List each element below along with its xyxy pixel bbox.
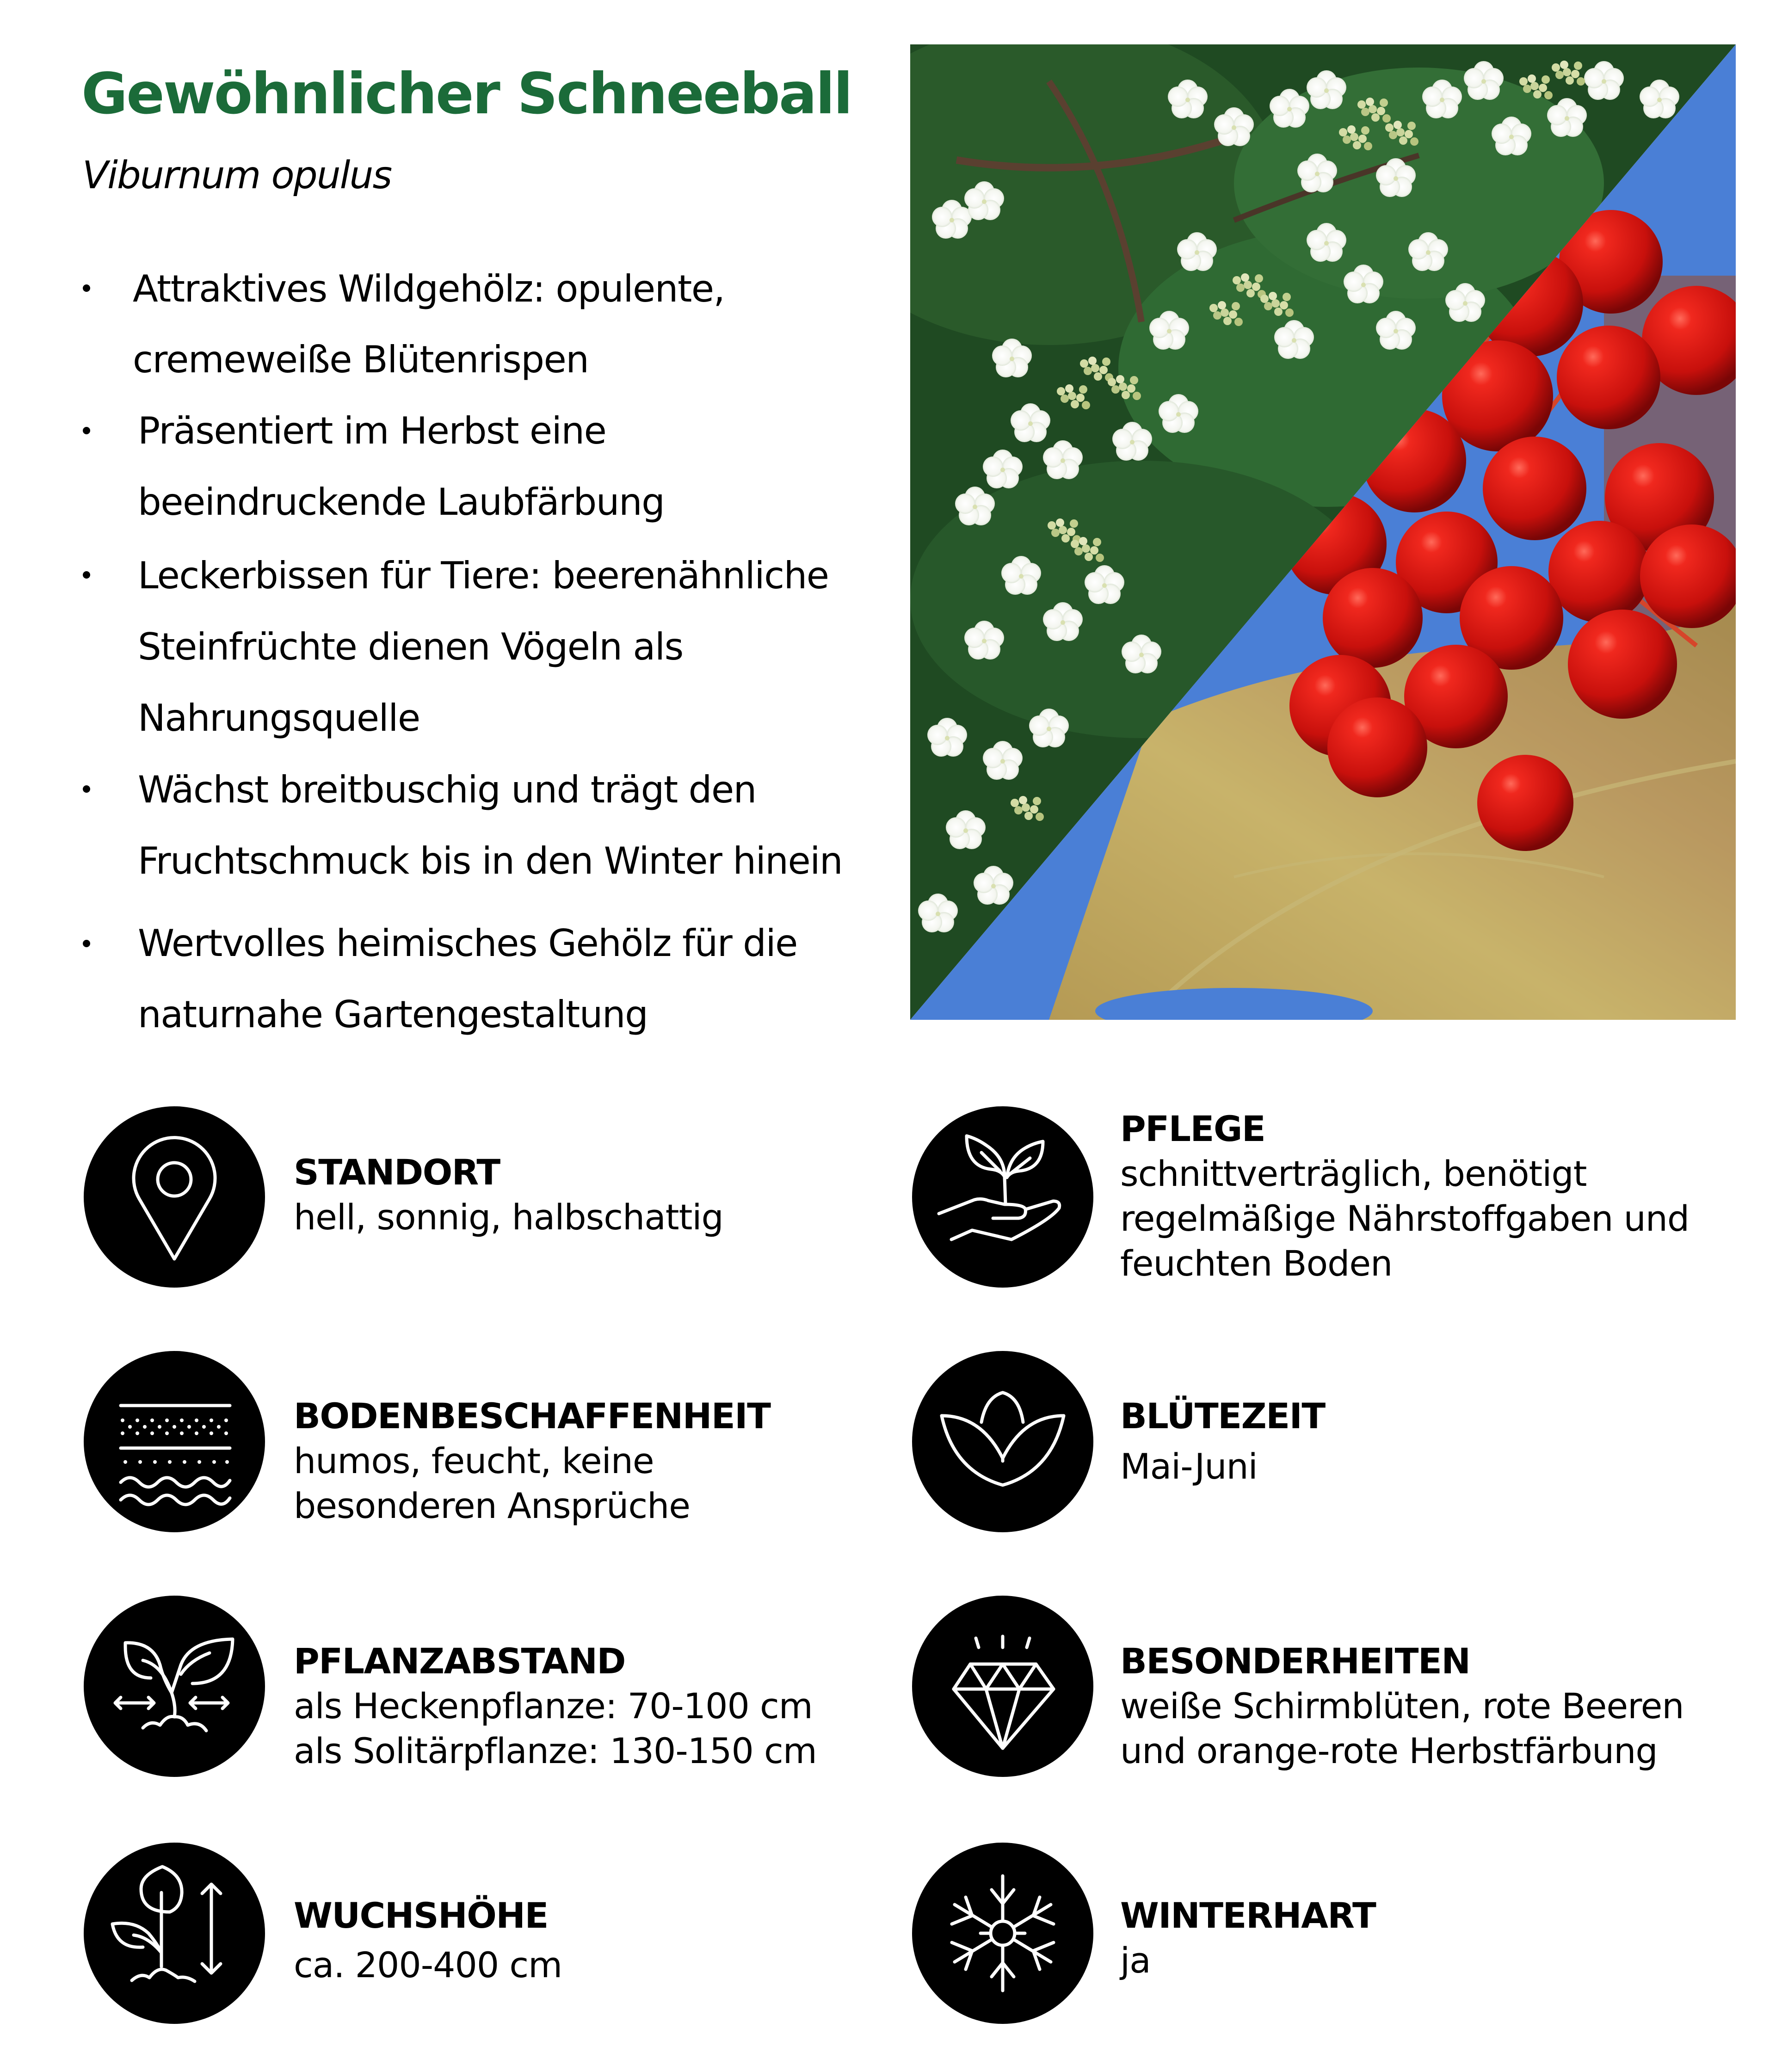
info-value: feuchten Boden bbox=[1120, 1243, 1393, 1284]
feature-line: Wächst breitbuschig und trägt den bbox=[138, 768, 756, 811]
snowflake-icon bbox=[912, 1843, 1093, 2024]
bullet-icon bbox=[83, 427, 90, 434]
info-label: WINTERHART bbox=[1120, 1895, 1376, 1936]
bullet-icon bbox=[83, 571, 90, 579]
info-value: ja bbox=[1120, 1940, 1151, 1981]
info-label: BLÜTEZEIT bbox=[1120, 1395, 1325, 1437]
bullet-icon bbox=[83, 284, 90, 292]
info-label: BODENBESCHAFFENHEIT bbox=[294, 1395, 771, 1437]
info-pflege bbox=[1120, 1106, 1689, 1286]
info-value: weiße Schirmblüten, rote Beeren bbox=[1120, 1685, 1684, 1727]
info-bluetezeit bbox=[1120, 1394, 1325, 1489]
info-wuchshoehe bbox=[294, 1893, 562, 1987]
feature-line: cremeweiße Blütenrispen bbox=[133, 338, 589, 381]
bullet-icon bbox=[83, 785, 90, 793]
soil-layers-icon bbox=[84, 1351, 265, 1532]
plant-in-hand-icon bbox=[912, 1106, 1093, 1288]
info-value: Mai-Juni bbox=[1120, 1446, 1258, 1487]
info-value: hell, sonnig, halbschattig bbox=[294, 1196, 723, 1238]
feature-line: Leckerbissen für Tiere: beerenähnliche bbox=[138, 554, 829, 597]
info-value: und orange-rote Herbstfärbung bbox=[1120, 1730, 1658, 1771]
bullet-icon bbox=[83, 940, 90, 947]
feature-line: Wertvolles heimisches Gehölz für die bbox=[138, 922, 797, 965]
info-label: WUCHSHÖHE bbox=[294, 1895, 548, 1936]
plant-height-icon bbox=[84, 1843, 265, 2024]
photo-collage bbox=[910, 44, 1736, 1020]
info-value: schnittverträglich, benötigt bbox=[1120, 1153, 1587, 1194]
feature-line: Fruchtschmuck bis in den Winter hinein bbox=[138, 839, 843, 882]
info-standort bbox=[294, 1150, 723, 1240]
diamond-icon bbox=[912, 1596, 1093, 1777]
feature-line: beeindruckende Laubfärbung bbox=[138, 481, 665, 524]
plant-spacing-icon bbox=[84, 1596, 265, 1777]
page-title: Gewöhnlicher Schneeball bbox=[81, 61, 851, 127]
info-pflanzabstand bbox=[294, 1639, 817, 1773]
info-label: PFLEGE bbox=[1120, 1108, 1265, 1149]
botanical-name: Viburnum opulus bbox=[82, 154, 392, 197]
feature-line: Attraktives Wildgehölz: opulente, bbox=[133, 267, 725, 310]
feature-line: Nahrungsquelle bbox=[138, 697, 420, 740]
feature-line: Präsentiert im Herbst eine bbox=[138, 409, 606, 452]
info-label: STANDORT bbox=[294, 1152, 500, 1193]
info-winterhart bbox=[1120, 1893, 1375, 1983]
info-value: als Solitärpflanze: 130-150 cm bbox=[294, 1730, 817, 1771]
lotus-flower-icon bbox=[912, 1351, 1093, 1532]
info-label: PFLANZABSTAND bbox=[294, 1640, 626, 1682]
location-pin-icon bbox=[84, 1106, 265, 1288]
info-bodenbeschaffenheit bbox=[294, 1394, 770, 1528]
product-photo bbox=[910, 44, 1736, 1020]
feature-line: Steinfrüchte dienen Vögeln als bbox=[138, 625, 683, 668]
info-label: BESONDERHEITEN bbox=[1120, 1640, 1470, 1682]
info-value: regelmäßige Nährstoffgaben und bbox=[1120, 1198, 1690, 1239]
info-besonderheiten bbox=[1120, 1639, 1684, 1773]
info-value: als Heckenpflanze: 70-100 cm bbox=[294, 1685, 813, 1727]
info-value: ca. 200-400 cm bbox=[294, 1944, 562, 1986]
info-value: humos, feucht, keine bbox=[294, 1440, 654, 1481]
feature-line: naturnahe Gartengestaltung bbox=[138, 993, 648, 1036]
info-value: besonderen Ansprüche bbox=[294, 1485, 691, 1526]
